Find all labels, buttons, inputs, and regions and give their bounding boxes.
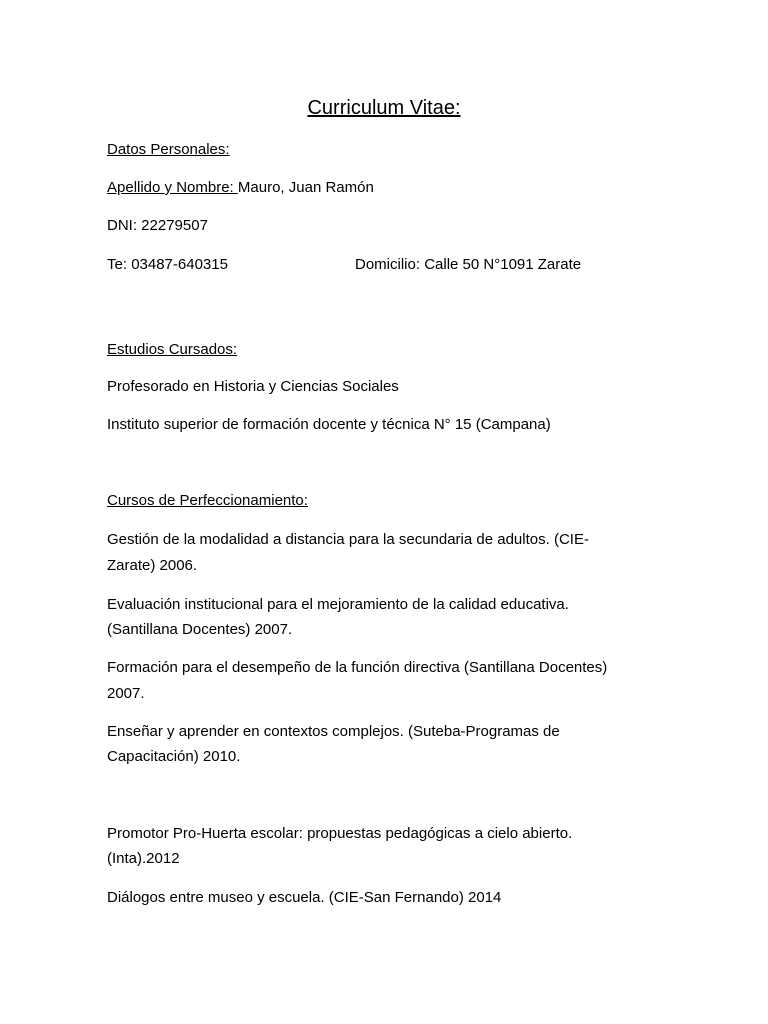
study-item: Instituto superior de formación docente y técnica N° 15 (Campana) bbox=[107, 416, 551, 433]
study-item: Profesorado en Historia y Ciencias Sociales bbox=[107, 378, 399, 395]
name-label: Apellido y Nombre: bbox=[107, 179, 238, 196]
dni-value: 22279507 bbox=[141, 217, 208, 234]
studies-heading: Estudios Cursados: bbox=[107, 341, 238, 358]
address-label: Domicilio: bbox=[355, 256, 425, 273]
course-item-line: Zarate) 2006. bbox=[107, 557, 198, 574]
name-value: Mauro, Juan Ramón bbox=[237, 179, 374, 196]
courses-heading: Cursos de Perfeccionamiento: bbox=[107, 492, 308, 509]
course-item-line: Diálogos entre museo y escuela. (CIE-San Fernando) 2014 bbox=[107, 889, 502, 906]
course-item-line: Capacitación) 2010. bbox=[107, 748, 241, 765]
course-item-line: Formación para el desempeño de la función directiva (Santillana Docentes) bbox=[107, 659, 608, 676]
address-value: Calle 50 N°1091 Zarate bbox=[424, 256, 582, 273]
course-item-line: (Santillana Docentes) 2007. bbox=[107, 621, 293, 638]
course-item-line: Enseñar y aprender en contextos complejos. (Suteba-Programas de bbox=[107, 723, 560, 740]
document-title: Curriculum Vitae: bbox=[307, 97, 461, 119]
course-item-line: Evaluación institucional para el mejoramiento de la calidad educativa. bbox=[107, 596, 569, 613]
course-item-line: Gestión de la modalidad a distancia para la secundaria de adultos. (CIE- bbox=[107, 531, 589, 548]
personal-data-heading: Datos Personales: bbox=[107, 141, 230, 158]
phone-value: 03487-640315 bbox=[131, 256, 228, 273]
course-item-line: (Inta).2012 bbox=[107, 850, 180, 867]
phone-row bbox=[107, 252, 228, 277]
phone-label: Te: bbox=[107, 256, 132, 273]
dni-label: DNI: bbox=[107, 217, 142, 234]
course-item-line: 2007. bbox=[107, 685, 145, 702]
course-item-line: Promotor Pro-Huerta escolar: propuestas pedagógicas a cielo abierto. bbox=[107, 825, 573, 842]
address-row bbox=[355, 252, 581, 277]
dni-row bbox=[107, 213, 208, 238]
name-row bbox=[107, 175, 374, 200]
